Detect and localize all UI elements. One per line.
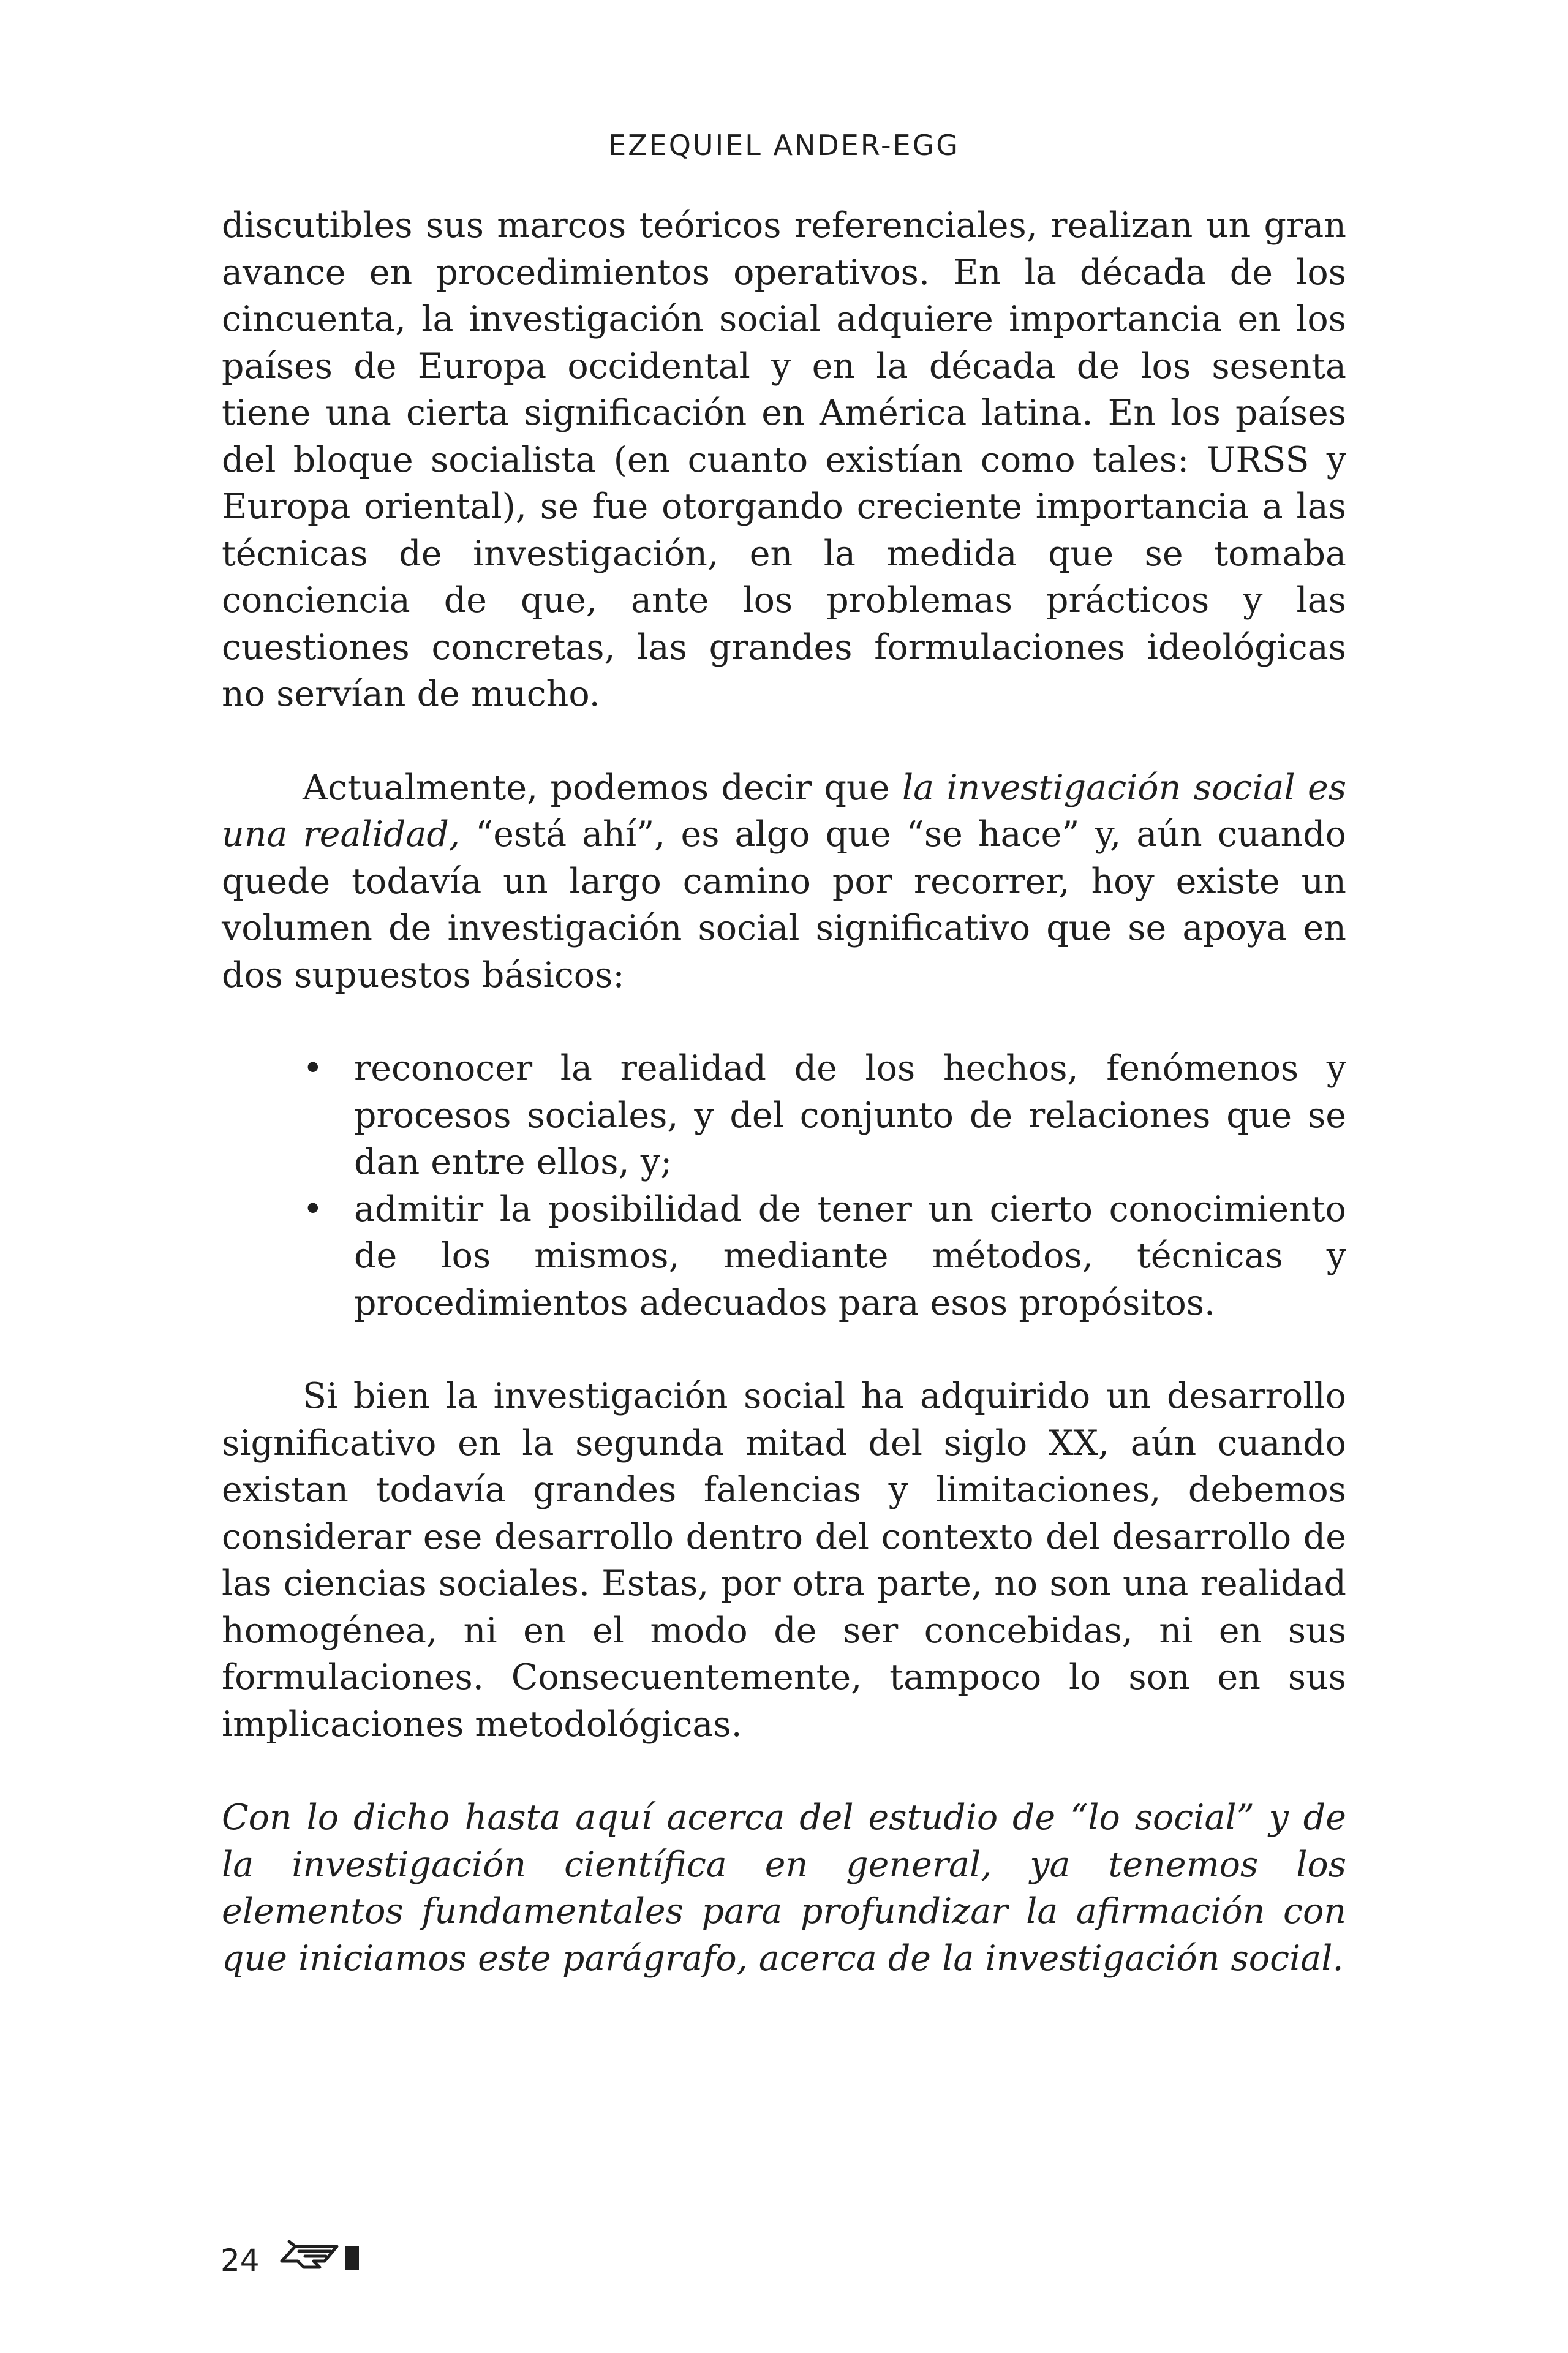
bullet-list bbox=[222, 1045, 1346, 1326]
paragraph-2 bbox=[222, 765, 1346, 999]
page-number: 24 bbox=[221, 2243, 260, 2278]
closing-note: Con lo dicho hasta aquí acerca del estudio de “lo social” y de la investigación científica en general, ya tenemos los elementos fundamentales para profundizar la afirmación con que iniciamos este parágrafo, acerca de la investigación social. bbox=[222, 1797, 1346, 1979]
list-item bbox=[303, 1186, 1346, 1327]
bullet-icon: • bbox=[303, 1048, 323, 1089]
paragraph-2-end: “está ahí”, es algo que “se hace” y, aún cuando quede todavía un largo camino por recorrer, hoy existe un volumen de investigación social significativo que se apoya en dos supuestos básicos: bbox=[222, 814, 1346, 995]
list-item-text: reconocer la realidad de los hechos, fenómenos y procesos sociales, y del conjunto de relaciones que se dan entre ellos, y; bbox=[354, 1048, 1346, 1182]
running-header: EZEQUIEL ANDER-EGG bbox=[608, 129, 960, 162]
body-text bbox=[222, 202, 1346, 2028]
list-item-text: admitir la posibilidad de tener un cierto conocimiento de los mismos, mediante métodos, técnicas y procedimientos adecuados para esos propósitos. bbox=[354, 1188, 1346, 1323]
paragraph-2-start: Actualmente, podemos decir que bbox=[303, 767, 902, 808]
page-footer bbox=[221, 2236, 369, 2285]
paragraph-1: discutibles sus marcos teóricos referenciales, realizan un gran avance en procedimientos operativos. En la década de los cincuenta, la investigación social adquiere importancia en los países de Europa occidental y en la década de los sesenta tiene una cierta significación en América latina. En los países del bloque socialista (en cuanto existían como tales: URSS y Europa oriental), se fue otorgando creciente importancia a las técnicas de investigación, en la medida que se tomaba conciencia de que, ante los problemas prácticos y las cuestiones concretas, las grandes formulaciones ideológicas no servían de mucho. bbox=[222, 205, 1346, 714]
list-item bbox=[303, 1045, 1346, 1186]
paragraph-3: Si bien la investigación social ha adquirido un desarrollo significativo en la segunda mitad del siglo XX, aún cuando existan todavía grandes falencias y limitaciones, debemos considerar ese desarrollo dentro del contexto del desarrollo de las ciencias sociales. Estas, por otra parte, no son una realidad homogénea, ni en el modo de ser concebidas, ni en sus formulaciones. Consecuentemente, tampoco lo son en sus implicaciones metodológicas. bbox=[222, 1376, 1346, 1745]
paragraph-2-italic: la investigación social es una realidad, bbox=[222, 767, 1346, 855]
bullet-icon: • bbox=[303, 1188, 323, 1229]
publisher-logo-icon bbox=[277, 2238, 369, 2283]
